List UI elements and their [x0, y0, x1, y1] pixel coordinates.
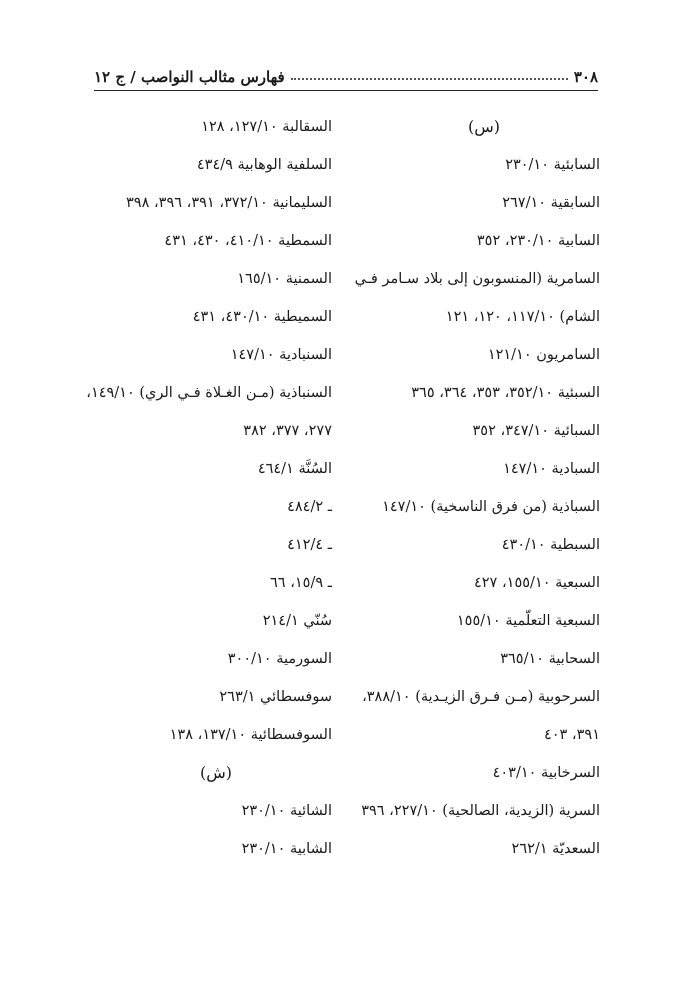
- index-entry: السابقية ٢٦٧/١٠: [502, 195, 600, 211]
- running-header: [94, 62, 598, 86]
- index-entry: السباذية (من فرق الناسخية) ١٤٧/١٠: [382, 499, 600, 515]
- index-entry: السبائية ٣٤٧/١٠، ٣٥٢: [472, 423, 600, 439]
- index-entry: الشائية ٢٣٠/١٠: [241, 803, 332, 819]
- index-entry: ـ ٤١٢/٤: [287, 537, 332, 553]
- index-entry: ـ ٤٨٤/٢: [287, 499, 332, 515]
- index-entry: سُنّي ٢١٤/١: [262, 613, 332, 629]
- section-letter-heading: (ش): [199, 763, 232, 782]
- index-entry: السعديّة ٢٦٢/١: [511, 841, 600, 857]
- index-entry: السرية (الزيدية، الصالحية) ٢٢٧/١٠، ٣٩٦: [361, 803, 600, 819]
- index-entry: سوفسطائي ٢٦٣/١: [219, 689, 332, 705]
- index-entry: الشابية ٢٣٠/١٠: [241, 841, 332, 857]
- index-entry: السميطية ٤٣٠/١٠، ٤٣١: [192, 309, 332, 325]
- index-entry: السابية ٢٣٠/١٠، ٣٥٢: [476, 233, 600, 249]
- index-entry: السليمانية ٣٧٢/١٠، ٣٩١، ٣٩٦، ٣٩٨: [126, 195, 332, 211]
- index-entry: ٣٩١، ٤٠٣: [543, 727, 600, 743]
- index-entry: السبئية ٣٥٢/١٠، ٣٥٣، ٣٦٤، ٣٦٥: [411, 385, 600, 401]
- index-entry: السرخابية ٤٠٣/١٠: [492, 765, 600, 781]
- index-entry: السرحوبية (مـن فـرق الزيـدية) ٣٨٨/١٠،: [362, 689, 600, 705]
- index-entry: السنباذية (مـن الغـلاة فـي الري) ١٤٩/١٠،: [86, 385, 332, 401]
- index-entry: ٢٧٧، ٣٧٧، ٣٨٢: [243, 423, 332, 439]
- header-leader-dots: [291, 78, 568, 80]
- header-rule: [94, 90, 598, 91]
- header-title: فهارس مثالب النواصب / ج ١٢: [94, 68, 285, 86]
- index-entry: السوفسطائية ١٣٧/١٠، ١٣٨: [169, 727, 332, 743]
- section-letter-heading: (س): [467, 117, 500, 136]
- index-column-left: [72, 108, 332, 868]
- index-entry: السقالبة ١٢٧/١٠، ١٢٨: [201, 119, 332, 135]
- index-entry: السنبادية ١٤٧/١٠: [230, 347, 332, 363]
- index-entry: السورمية ٣٠٠/١٠: [227, 651, 332, 667]
- index-entry: السبادية ١٤٧/١٠: [503, 461, 600, 477]
- index-entry: الشام) ١١٧/١٠، ١٢٠، ١٢١: [445, 309, 600, 325]
- index-entry: السحابية ٣٦٥/١٠: [500, 651, 600, 667]
- index-entry: السبطية ٤٣٠/١٠: [501, 537, 600, 553]
- index-entry: السمطية ٤١٠/١٠، ٤٣٠، ٤٣١: [164, 233, 332, 249]
- index-entry: السامريون ١٢١/١٠: [487, 347, 600, 363]
- index-entry: السامرية (المنسوبون إلى بلاد سـامر فـي: [354, 271, 600, 287]
- index-entry: السبعية التعلّمية ١٥٥/١٠: [456, 613, 600, 629]
- index-entry: ـ ١٥/٩، ٦٦: [270, 575, 332, 591]
- index-entry: السُنَّة ٤٦٤/١: [257, 461, 332, 477]
- index-entry: السبعية ١٥٥/١٠، ٤٢٧: [473, 575, 600, 591]
- index-entry: السمنية ١٦٥/١٠: [237, 271, 332, 287]
- index-column-right: [340, 108, 600, 868]
- page-number: ٣٠٨: [573, 68, 598, 86]
- index-entry: السلفية الوهابية ٤٣٤/٩: [196, 157, 332, 173]
- index-entry: السابئية ٢٣٠/١٠: [505, 157, 600, 173]
